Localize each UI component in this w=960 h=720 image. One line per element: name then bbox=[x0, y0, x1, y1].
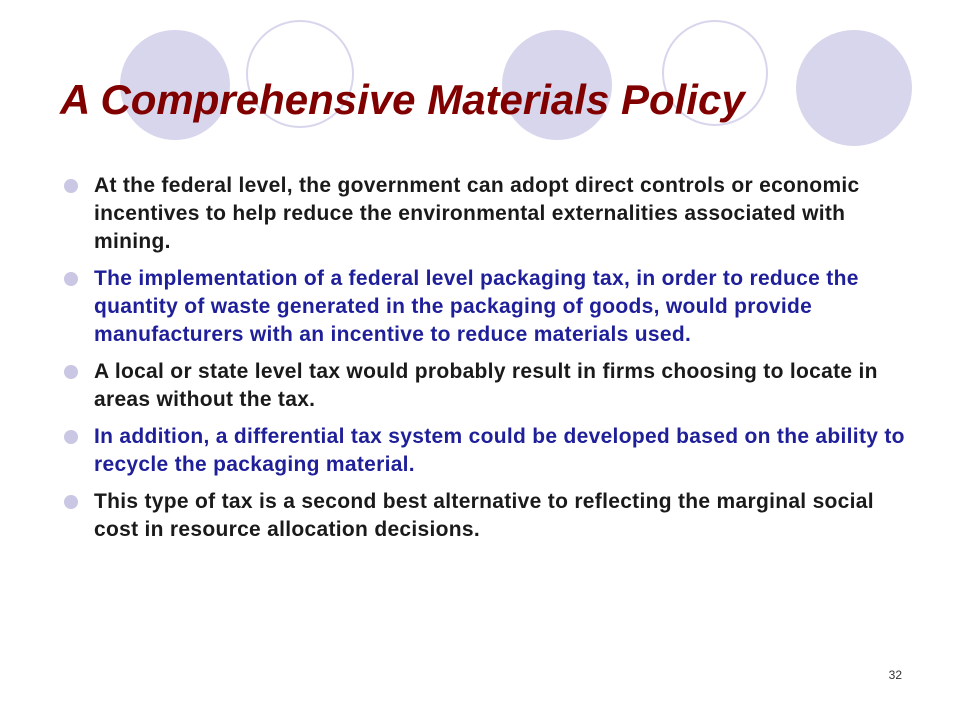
bullet-text: A local or state level tax would probably result in firms choosing to locate in areas without the tax. bbox=[94, 360, 878, 411]
bullet-icon bbox=[64, 430, 78, 444]
bullet-icon bbox=[64, 365, 78, 379]
bullet-text: In addition, a differential tax system could be developed based on the ability to recycle the packaging material. bbox=[94, 425, 905, 476]
bullet-item bbox=[64, 358, 914, 414]
bullet-item bbox=[64, 488, 914, 544]
bullet-text: At the federal level, the government can adopt direct controls or economic incentives to help reduce the environmental externalities associated with mining. bbox=[94, 174, 860, 253]
bullet-text: This type of tax is a second best alternative to reflecting the marginal social cost in resource allocation decisions. bbox=[94, 490, 874, 541]
bullet-icon bbox=[64, 495, 78, 509]
bullet-text: The implementation of a federal level packaging tax, in order to reduce the quantity of waste generated in the packaging of goods, would provide manufacturers with an incentive to reduce materials used. bbox=[94, 267, 859, 346]
bullet-item bbox=[64, 423, 914, 479]
slide-title: A Comprehensive Materials Policy bbox=[60, 76, 745, 123]
bullet-item bbox=[64, 172, 914, 256]
bullet-item bbox=[64, 265, 914, 349]
bullet-icon bbox=[64, 179, 78, 193]
bullet-icon bbox=[64, 272, 78, 286]
decorative-circle bbox=[796, 30, 912, 146]
page-number: 32 bbox=[888, 668, 902, 682]
bullet-list bbox=[64, 172, 914, 553]
